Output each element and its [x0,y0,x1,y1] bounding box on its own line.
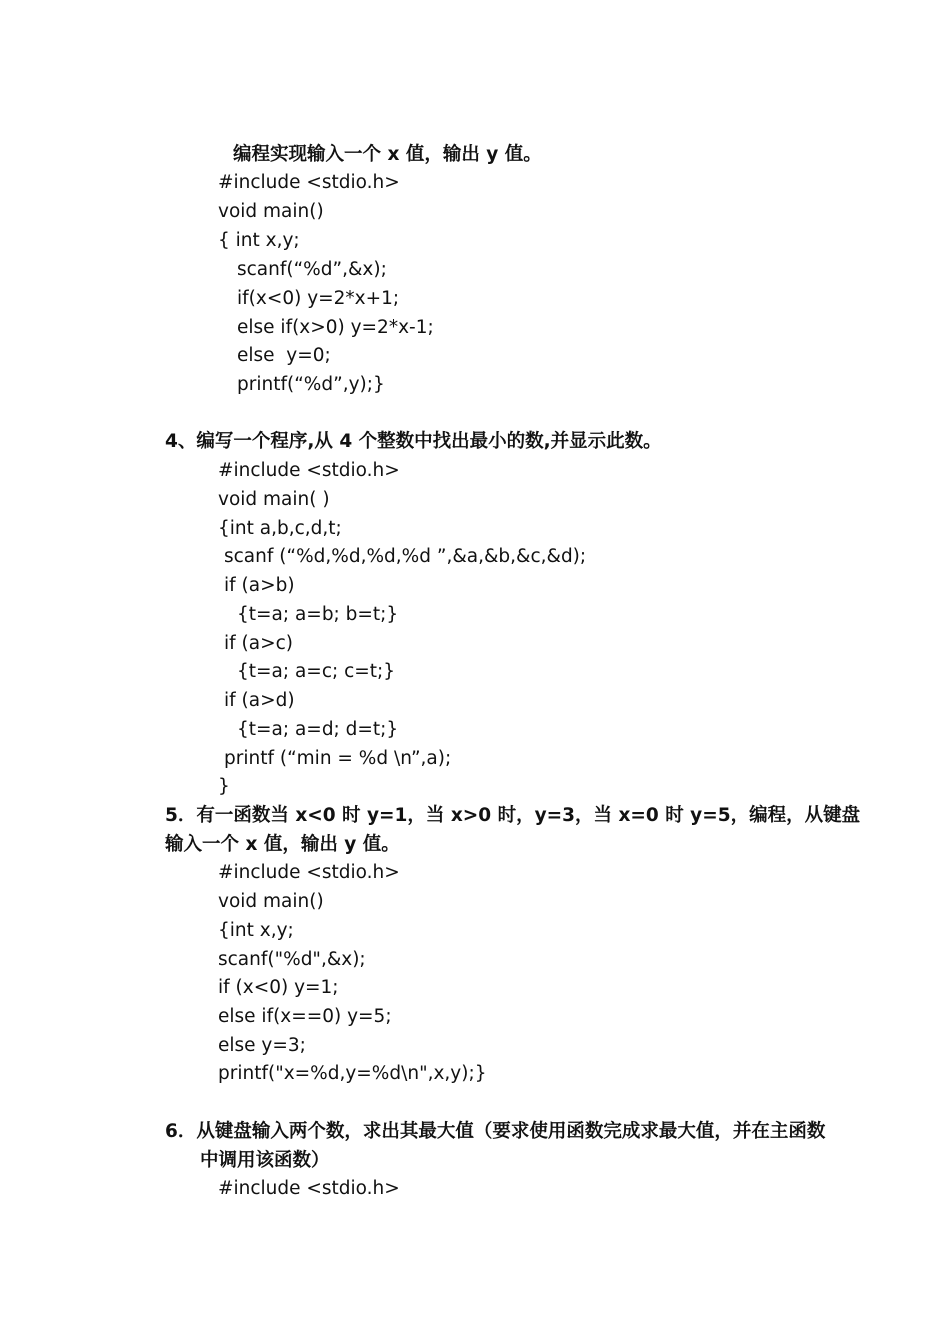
code-line: else if(x==0) y=5; [218,1006,392,1027]
code-line: printf (“min = %d \n”,a); [224,748,452,769]
problem-5-heading-cont: 输入一个 x 值，输出 y 值。 [165,834,400,855]
code-line: printf("x=%d,y=%d\n",x,y);} [218,1063,487,1084]
code-line: scanf (“%d,%d,%d,%d ”,&a,&b,&c,&d); [224,546,587,567]
code-line: if(x<0) y=2*x+1; [237,288,400,309]
code-line: if (a>c) [224,633,293,654]
code-line: void main() [218,891,324,912]
code-line: void main( ) [218,489,330,510]
code-line: { int x,y; [218,230,300,251]
code-line: {t=a; a=c; c=t;} [237,661,396,682]
problem-5-heading: 5．有一函数当 x<0 时 y=1，当 x>0 时，y=3，当 x=0 时 y=5，编程，从键盘 [165,805,861,826]
code-line: scanf("%d",&x); [218,949,366,970]
code-line: if (a>d) [224,690,295,711]
code-line: #include <stdio.h> [218,172,400,193]
code-line: if (x<0) y=1; [218,977,339,998]
code-line: {int a,b,c,d,t; [218,518,342,539]
code-line: {t=a; a=b; b=t;} [237,604,399,625]
code-line: else if(x>0) y=2*x-1; [237,317,434,338]
code-line: } [218,776,230,797]
code-line: else y=3; [218,1035,306,1056]
code-line: #include <stdio.h> [218,460,400,481]
code-line: {int x,y; [218,920,294,941]
code-line: {t=a; a=d; d=t;} [237,719,399,740]
code-line: printf(“%d”,y);} [237,374,385,395]
code-line: void main() [218,201,324,222]
problem-3-prompt: 编程实现输入一个 x 值，输出 y 值。 [233,144,542,165]
problem-6-heading-cont: 中调用该函数） [200,1150,330,1171]
code-line: #include <stdio.h> [218,862,400,883]
code-line: scanf(“%d”,&x); [237,259,387,280]
code-line: if (a>b) [224,575,295,596]
code-line: #include <stdio.h> [218,1178,400,1199]
problem-4-heading: 4、编写一个程序,从 4 个整数中找出最小的数,并显示此数。 [165,431,662,452]
problem-6-heading: 6．从键盘输入两个数，求出其最大值（要求使用函数完成求最大值，并在主函数 [165,1121,826,1142]
code-line: else y=0; [237,345,331,366]
